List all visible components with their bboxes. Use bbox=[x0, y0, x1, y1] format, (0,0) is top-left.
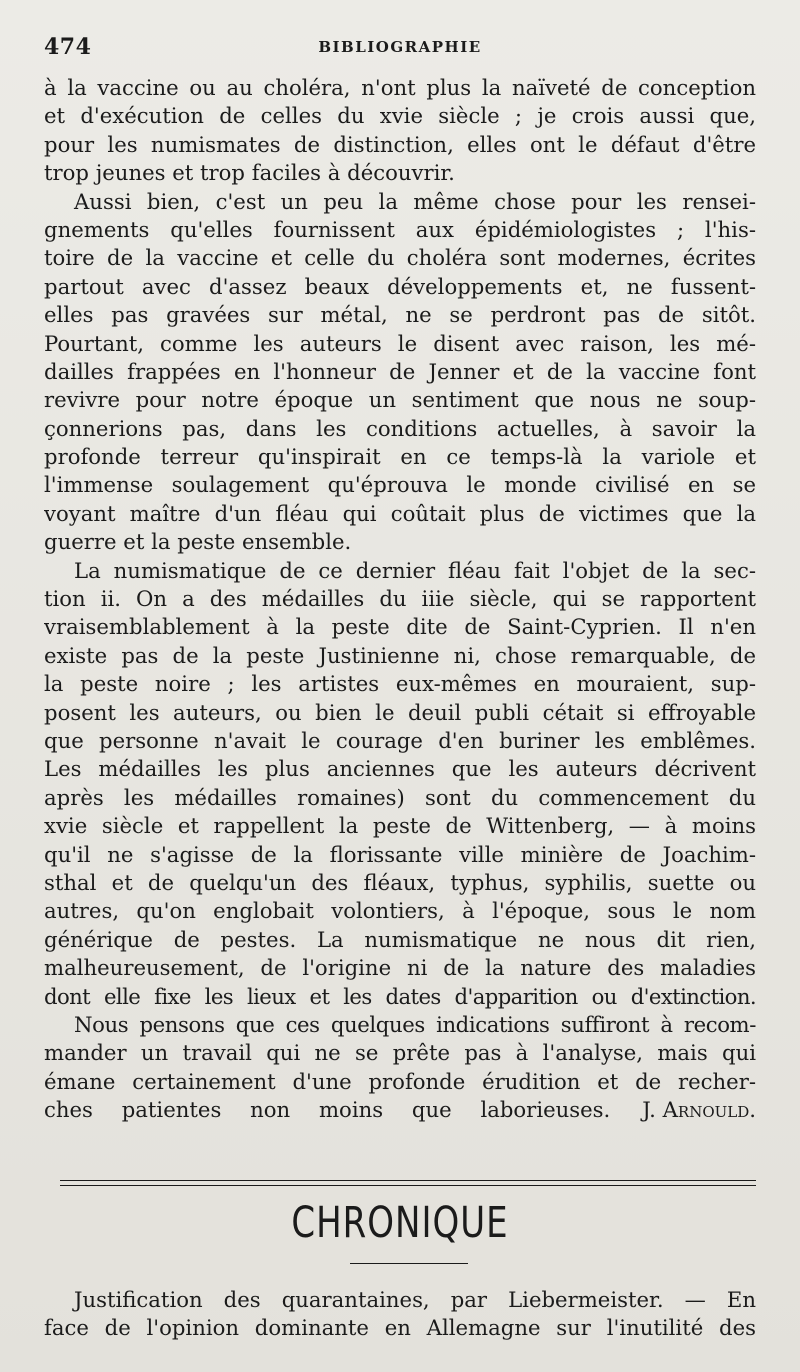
text-line: émane certainement d'une profonde érudition et de recher- bbox=[44, 1068, 756, 1094]
text-line: gnements qu'elles fournissent aux épidémiologistes ; l'his- bbox=[44, 216, 756, 242]
page-number: 474 bbox=[44, 34, 92, 60]
text-line: voyant maître d'un fléau qui coûtait plus de victimes que la bbox=[44, 500, 756, 526]
text-line: revivre pour notre époque un sentiment que nous ne soup- bbox=[44, 387, 756, 413]
text-line: Les médailles les plus anciennes que les auteurs décrivent bbox=[44, 756, 756, 782]
running-title: BIBLIOGRAPHIE bbox=[318, 38, 482, 56]
text-line: ches patientes non moins que laborieuses. bbox=[44, 1097, 611, 1123]
title-underline bbox=[350, 1263, 468, 1264]
text-line: pour les numismates de distinction, elles ont le défaut d'être bbox=[44, 131, 756, 157]
page-header bbox=[44, 30, 756, 64]
text-line: à la vaccine ou au choléra, n'ont plus la naïveté de conception bbox=[44, 75, 756, 100]
text-line: et d'exécution de celles du xvie siècle ; je crois aussi que, bbox=[44, 103, 756, 129]
section-title: CHRONIQUE bbox=[291, 1198, 509, 1248]
text-line: vraisemblablement à la peste dite de Saint-Cyprien. Il n'en bbox=[44, 614, 756, 640]
text-line: toire de la vaccine et celle du choléra sont modernes, écrites bbox=[44, 245, 756, 271]
text-line: la peste noire ; les artistes eux-mêmes en mouraient, sup- bbox=[44, 671, 756, 697]
text-line: tion ii. On a des médailles du iiie siècle, qui se rapportent bbox=[44, 586, 756, 612]
text-line: çonnerions pas, dans les conditions actuelles, à savoir la bbox=[44, 415, 756, 441]
text-line: partout avec d'assez beaux développements et, ne fussent- bbox=[44, 273, 756, 299]
text-line: existe pas de la peste Justinienne ni, chose remarquable, de bbox=[44, 642, 756, 668]
signature-line bbox=[44, 1096, 756, 1124]
text-line: elles pas gravées sur métal, ne se perdront pas de sitôt. bbox=[44, 302, 756, 328]
text-line: Pourtant, comme les auteurs le disent avec raison, les mé- bbox=[44, 330, 756, 356]
text-line: générique de pestes. La numismatique ne nous dit rien, bbox=[44, 926, 756, 952]
text-line: dailles frappées en l'honneur de Jenner et de la vaccine font bbox=[44, 358, 756, 384]
chronique-text bbox=[44, 1286, 756, 1343]
text-line: guerre et la peste ensemble. bbox=[44, 529, 352, 555]
text-line: qu'il ne s'agisse de la florissante ville minière de Joachim- bbox=[44, 841, 756, 867]
text-line: après les médailles romaines) sont du commencement du bbox=[44, 784, 756, 810]
section-divider bbox=[60, 1185, 756, 1186]
text-line: l'immense soulagement qu'éprouva le monde civilisé en se bbox=[44, 472, 756, 498]
text-line: Nous pensons que ces quelques indications suffiront à recom- bbox=[74, 1011, 756, 1037]
text-line: sthal et de quelqu'un des fléaux, typhus, syphilis, suette ou bbox=[44, 869, 756, 895]
text-line: face de l'opinion dominante en Allemagne sur l'inutilité des bbox=[44, 1315, 756, 1341]
body-text bbox=[44, 74, 756, 1124]
text-line: mander un travail qui ne se prête pas à l'analyse, mais qui bbox=[44, 1040, 756, 1066]
section-divider bbox=[60, 1180, 756, 1181]
text-line: que personne n'avait le courage d'en buriner les emblêmes. bbox=[44, 727, 756, 753]
text-line: xvie siècle et rappellent la peste de Wittenberg, — à moins bbox=[44, 813, 756, 839]
text-line: dont elle fixe les lieux et les dates d'apparition ou d'extinction. bbox=[44, 983, 756, 1009]
author-signature: J. Arnould. bbox=[642, 1097, 756, 1123]
text-line: Aussi bien, c'est un peu la même chose pour les rensei- bbox=[74, 188, 756, 214]
text-line: autres, qu'on englobait volontiers, à l'époque, sous le nom bbox=[44, 898, 756, 924]
text-line: posent les auteurs, ou bien le deuil publi cétait si effroyable bbox=[44, 699, 756, 725]
text-line: profonde terreur qu'inspirait en ce temps-là la variole et bbox=[44, 444, 756, 470]
text-line: La numismatique de ce dernier fléau fait l'objet de la sec- bbox=[74, 557, 756, 583]
text-line: Justification des quarantaines, par Liebermeister. — En bbox=[74, 1287, 756, 1312]
text-line: trop jeunes et trop faciles à découvrir. bbox=[44, 160, 455, 186]
text-line: malheureusement, de l'origine ni de la nature des maladies bbox=[44, 955, 756, 981]
